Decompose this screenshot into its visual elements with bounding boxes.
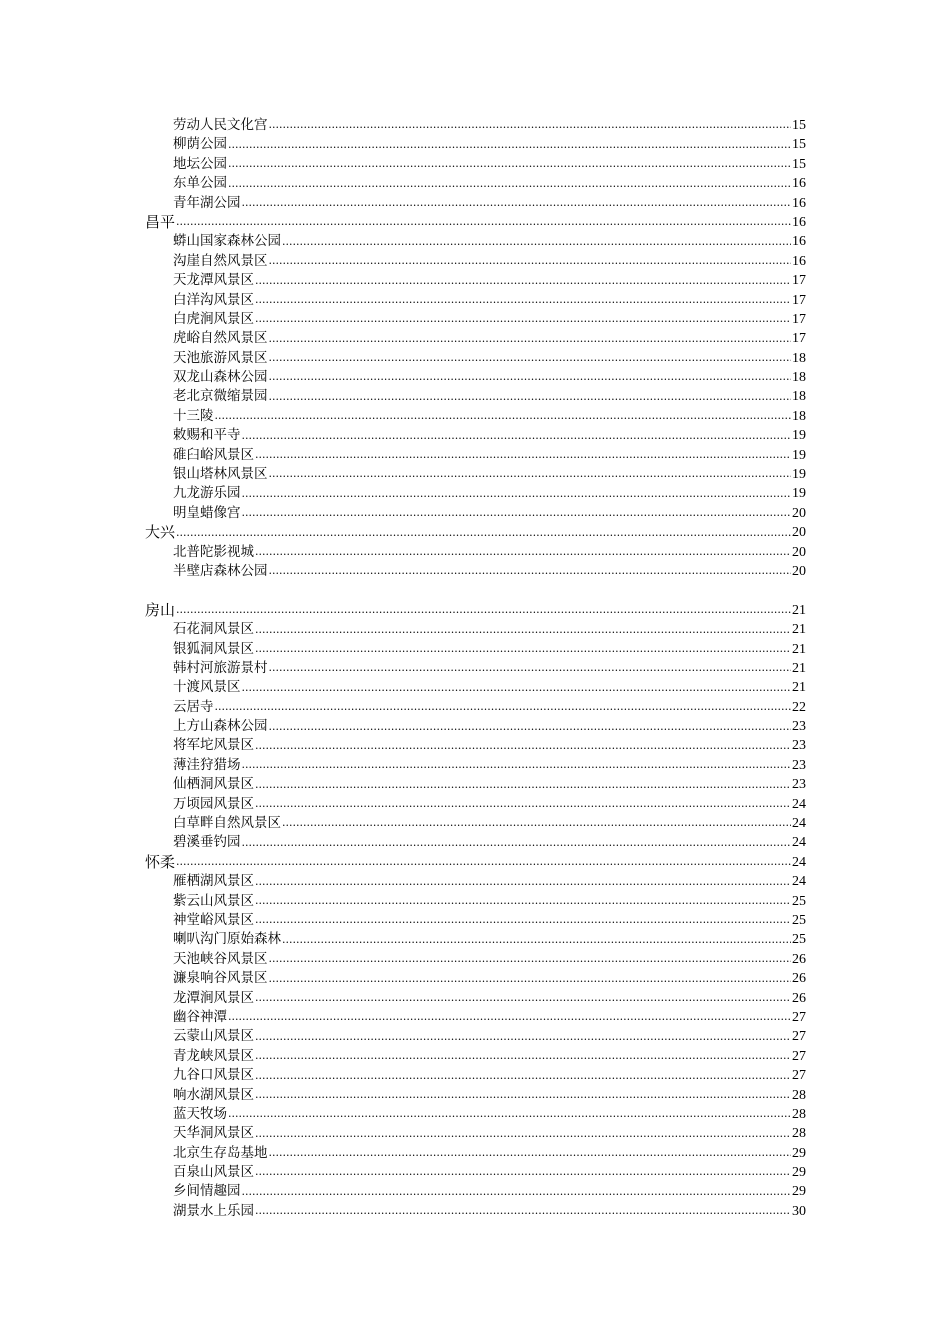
toc-entry-title: 虎峪自然风景区: [173, 330, 268, 347]
dot-leader: [228, 156, 791, 171]
toc-entry-page-number: 26: [792, 951, 806, 967]
dot-leader: [255, 641, 791, 656]
toc-entry-page-number: 17: [792, 273, 806, 289]
toc-entry[interactable]: [145, 814, 806, 833]
dot-leader: [255, 1048, 791, 1063]
toc-entry-page-number: 18: [792, 350, 806, 366]
toc-entry-page-number: 27: [792, 1048, 806, 1064]
toc-entry-title: 将军坨风景区: [173, 737, 254, 754]
toc-entry[interactable]: [145, 756, 806, 775]
toc-entry-title: 九龙游乐园: [173, 485, 241, 502]
dot-leader: [269, 117, 792, 132]
toc-entry-title: 双龙山森林公园: [173, 369, 268, 386]
toc-entry-title: 劳动人民文化宫: [173, 116, 268, 133]
toc-entry-title: 韩村河旅游景村: [173, 659, 268, 676]
toc-entry-page-number: 22: [792, 699, 806, 715]
toc-entry[interactable]: [145, 291, 806, 310]
toc-entry-title: 十三陵: [173, 407, 214, 424]
toc-entry-page-number: 28: [792, 1106, 806, 1122]
toc-entry-page-number: 25: [792, 932, 806, 948]
toc-entry[interactable]: [145, 310, 806, 329]
dot-leader: [255, 1029, 791, 1044]
toc-entry[interactable]: [145, 116, 806, 135]
toc-section-entry[interactable]: [145, 853, 806, 872]
toc-entry[interactable]: [145, 698, 806, 717]
dot-leader: [176, 525, 791, 540]
toc-entry-page-number: 19: [792, 447, 806, 463]
toc-entry[interactable]: [145, 1105, 806, 1124]
toc-entry-title: 白虎涧风景区: [173, 310, 254, 327]
toc-entry-page-number: 29: [792, 1145, 806, 1161]
dot-leader: [255, 738, 791, 753]
dot-leader: [255, 1164, 791, 1179]
toc-entry-page-number: 26: [792, 990, 806, 1006]
toc-entry[interactable]: [145, 678, 806, 697]
toc-entry-title: 昌平: [145, 212, 176, 231]
toc-entry-page-number: 20: [792, 544, 806, 560]
toc-entry[interactable]: [145, 872, 806, 891]
toc-entry-page-number: 15: [792, 137, 806, 153]
toc-entry[interactable]: [145, 252, 806, 271]
toc-entry[interactable]: [145, 368, 806, 387]
toc-entry[interactable]: [145, 446, 806, 465]
toc-entry-title: 雁栖湖风景区: [173, 873, 254, 890]
toc-entry-title: 天池旅游风景区: [173, 349, 268, 366]
toc-entry-title: 薄洼狩猎场: [173, 756, 241, 773]
dot-leader: [228, 1106, 791, 1121]
dot-leader: [269, 719, 792, 734]
toc-entry-page-number: 21: [792, 602, 806, 618]
toc-entry-page-number: 29: [792, 1165, 806, 1181]
toc-entry[interactable]: [145, 465, 806, 484]
toc-entry[interactable]: [145, 1066, 806, 1085]
toc-entry[interactable]: [145, 989, 806, 1008]
toc-entry-title: 青年湖公园: [173, 194, 241, 211]
dot-leader: [269, 971, 792, 986]
dot-leader: [269, 951, 792, 966]
toc-entry[interactable]: [145, 717, 806, 736]
toc-entry[interactable]: [145, 930, 806, 949]
toc-entry[interactable]: [145, 1202, 806, 1221]
toc-entry-page-number: 19: [792, 428, 806, 444]
toc-entry-title: 响水湖风景区: [173, 1086, 254, 1103]
dot-leader: [215, 408, 792, 423]
toc-entry-title: 湖景水上乐园: [173, 1202, 254, 1219]
dot-leader: [269, 369, 792, 384]
toc-entry-page-number: 15: [792, 156, 806, 172]
toc-entry[interactable]: [145, 387, 806, 406]
dot-leader: [269, 350, 792, 365]
dot-leader: [242, 486, 792, 501]
toc-entry-page-number: 19: [792, 467, 806, 483]
dot-leader: [269, 1145, 792, 1160]
toc-entry-page-number: 18: [792, 389, 806, 405]
dot-leader: [269, 660, 792, 675]
toc-entry-title: 天华洞风景区: [173, 1125, 254, 1142]
toc-entry-page-number: 16: [792, 253, 806, 269]
dot-leader: [269, 331, 792, 346]
toc-entry-page-number: 23: [792, 719, 806, 735]
dot-leader: [282, 932, 791, 947]
dot-leader: [255, 544, 791, 559]
dot-leader: [255, 292, 791, 307]
toc-entry-page-number: 16: [792, 195, 806, 211]
toc-entry-page-number: 28: [792, 1126, 806, 1142]
toc-entry-page-number: 28: [792, 1087, 806, 1103]
dot-leader: [242, 1184, 792, 1199]
toc-entry-page-number: 21: [792, 680, 806, 696]
toc-entry[interactable]: [145, 1144, 806, 1163]
toc-section-entry[interactable]: [145, 213, 806, 232]
toc-entry-page-number: 27: [792, 1029, 806, 1045]
toc-entry-title: 怀柔: [145, 852, 176, 871]
toc-entry-title: 大兴: [145, 523, 176, 542]
dot-leader: [255, 1087, 791, 1102]
dot-leader: [242, 428, 792, 443]
toc-entry[interactable]: [145, 194, 806, 213]
toc-entry[interactable]: [145, 504, 806, 523]
toc-entry-page-number: 23: [792, 738, 806, 754]
toc-entry-title: 碓臼峪风景区: [173, 446, 254, 463]
toc-entry-page-number: 17: [792, 292, 806, 308]
toc-entry-title: 龙潭涧风景区: [173, 989, 254, 1006]
toc-entry-page-number: 23: [792, 757, 806, 773]
dot-leader: [242, 680, 792, 695]
dot-leader: [255, 796, 791, 811]
dot-leader: [269, 563, 792, 578]
toc-entry-title: 蓝天牧场: [173, 1105, 227, 1122]
toc-entry-page-number: 25: [792, 913, 806, 928]
toc-entry-page-number: 15: [792, 117, 806, 133]
dot-leader: [176, 214, 791, 229]
dot-leader: [242, 757, 792, 772]
dot-leader: [255, 273, 791, 288]
dot-leader: [269, 389, 792, 404]
toc-entry-title: 天龙潭风景区: [173, 272, 254, 289]
toc-entry-page-number: 20: [792, 525, 806, 541]
dot-leader: [255, 912, 791, 927]
toc-entry-title: 紫云山风景区: [173, 892, 254, 909]
toc-entry-page-number: 18: [792, 370, 806, 386]
dot-leader: [215, 699, 792, 714]
toc-entry-title: 东单公园: [173, 175, 227, 192]
dot-leader: [228, 176, 791, 191]
toc-entry-title: 碧溪垂钓园: [173, 834, 241, 851]
toc-entry-page-number: 24: [792, 874, 806, 890]
dot-leader: [228, 1009, 791, 1024]
toc-entry-title: 银山塔林风景区: [173, 466, 268, 483]
toc-entry-title: 白草畔自然风景区: [173, 815, 281, 832]
toc-entry-title: 老北京微缩景园: [173, 388, 268, 405]
toc-entry-page-number: 24: [792, 796, 806, 812]
toc-entry[interactable]: [145, 969, 806, 988]
toc-entry-title: 银狐洞风景区: [173, 640, 254, 657]
dot-leader: [242, 505, 792, 520]
dot-leader: [255, 622, 791, 637]
toc-entry-title: 北普陀影视城: [173, 543, 254, 560]
toc-entry-page-number: 27: [792, 1009, 806, 1025]
toc-entry-page-number: 26: [792, 971, 806, 987]
dot-leader: [255, 1126, 791, 1141]
toc-entry-title: 柳荫公园: [173, 136, 227, 153]
toc-entry-title: 房山: [145, 600, 176, 619]
toc-section-entry[interactable]: [145, 523, 806, 542]
toc-entry-page-number: 24: [792, 835, 806, 851]
toc-entry-page-number: 23: [792, 777, 806, 793]
toc-entry[interactable]: [145, 1182, 806, 1201]
dot-leader: [176, 854, 791, 869]
toc-entry-title: 半壁店森林公园: [173, 562, 268, 579]
toc-entry-title: 神堂峪风景区: [173, 912, 254, 928]
toc-entry-page-number: 25: [792, 893, 806, 909]
dot-leader: [255, 874, 791, 889]
dot-leader: [255, 1203, 791, 1218]
toc-entry-page-number: 24: [792, 816, 806, 832]
toc-entry[interactable]: [145, 640, 806, 659]
dot-leader: [255, 990, 791, 1005]
toc-entry-page-number: 24: [792, 854, 806, 870]
toc-entry[interactable]: [145, 1027, 806, 1046]
toc-entry[interactable]: [145, 1163, 806, 1182]
toc-entry-title: 喇叭沟门原始森林: [173, 931, 281, 948]
toc-entry-page-number: 29: [792, 1184, 806, 1200]
dot-leader: [282, 234, 791, 249]
toc-entry-title: 敕赐和平寺: [173, 427, 241, 444]
toc-entry-title: 仙栖洞风景区: [173, 776, 254, 793]
toc-entry[interactable]: [145, 737, 806, 756]
toc-entry[interactable]: [145, 174, 806, 193]
toc-entry[interactable]: [145, 1086, 806, 1105]
toc-entry[interactable]: [145, 620, 806, 639]
toc-entry[interactable]: [145, 135, 806, 154]
dot-leader: [282, 815, 791, 830]
toc-entry[interactable]: [145, 407, 806, 426]
dot-leader: [255, 777, 791, 792]
dot-leader: [242, 835, 792, 850]
toc-entry[interactable]: [145, 484, 806, 503]
toc-entry[interactable]: [145, 232, 806, 251]
dot-leader: [269, 466, 792, 481]
toc-entry[interactable]: [145, 271, 806, 290]
toc-entry-title: 上方山森林公园: [173, 718, 268, 735]
toc-section-entry[interactable]: [145, 601, 806, 620]
toc-entry[interactable]: [145, 795, 806, 814]
toc-entry-page-number: 19: [792, 486, 806, 502]
toc-entry-title: 云蒙山风景区: [173, 1028, 254, 1045]
toc-entry-title: 明皇蜡像宫: [173, 504, 241, 521]
toc-entry-title: 蟒山国家森林公园: [173, 233, 281, 250]
toc-entry[interactable]: [145, 950, 806, 969]
toc-entry-title: 万顷园风景区: [173, 795, 254, 812]
toc-entry-page-number: 21: [792, 641, 806, 657]
toc-entry-page-number: 20: [792, 505, 806, 521]
toc-entry[interactable]: [145, 833, 806, 852]
toc-entry[interactable]: [145, 911, 806, 930]
toc-entry-title: 幽谷神潭: [173, 1008, 227, 1025]
dot-leader: [255, 311, 791, 326]
toc-entry-title: 北京生存岛基地: [173, 1144, 268, 1161]
toc-entry-page-number: 17: [792, 331, 806, 347]
toc-entry-page-number: 16: [792, 214, 806, 230]
toc-entry[interactable]: [145, 659, 806, 678]
toc-entry-page-number: 21: [792, 622, 806, 638]
toc-entry[interactable]: [145, 775, 806, 794]
toc-entry-title: 沟崖自然风景区: [173, 252, 268, 269]
dot-leader: [242, 195, 792, 210]
toc-entry-title: 十渡风景区: [173, 679, 241, 696]
toc-entry-title: 天池峡谷风景区: [173, 950, 268, 967]
toc-entry[interactable]: [145, 892, 806, 911]
toc-entry-page-number: 20: [792, 563, 806, 579]
dot-leader: [269, 253, 792, 268]
toc-entry-page-number: 16: [792, 176, 806, 192]
toc-entry-title: 云居寺: [173, 698, 214, 715]
dot-leader: [176, 602, 791, 617]
toc-entry-title: 地坛公园: [173, 155, 227, 172]
dot-leader: [255, 893, 791, 908]
toc-entry-page-number: 17: [792, 311, 806, 327]
toc-entry-page-number: 21: [792, 660, 806, 676]
toc-entry-title: 白洋沟风景区: [173, 291, 254, 308]
dot-leader: [255, 447, 791, 462]
dot-leader: [255, 1068, 791, 1083]
toc-entry-title: 乡间情趣园: [173, 1183, 241, 1200]
toc-entry[interactable]: [145, 155, 806, 174]
toc-entry[interactable]: [145, 543, 806, 562]
toc-entry-page-number: 18: [792, 408, 806, 424]
toc-entry-page-number: 30: [792, 1203, 806, 1219]
toc-entry-title: 石花洞风景区: [173, 621, 254, 638]
toc-entry[interactable]: [145, 1008, 806, 1027]
toc-entry-title: 青龙峡风景区: [173, 1047, 254, 1064]
toc-entry-title: 九谷口风景区: [173, 1067, 254, 1084]
toc-entry-page-number: 27: [792, 1068, 806, 1084]
table-of-contents: [145, 116, 806, 1221]
blank-line: [145, 581, 806, 600]
toc-entry[interactable]: [145, 1047, 806, 1066]
toc-entry[interactable]: [145, 329, 806, 348]
toc-entry-page-number: 16: [792, 234, 806, 250]
toc-entry[interactable]: [145, 1124, 806, 1143]
dot-leader: [228, 137, 791, 152]
toc-entry[interactable]: [145, 426, 806, 445]
toc-entry-title: 百泉山风景区: [173, 1164, 254, 1181]
toc-entry[interactable]: [145, 349, 806, 368]
toc-entry[interactable]: [145, 562, 806, 581]
toc-entry-title: 濂泉响谷风景区: [173, 970, 268, 987]
